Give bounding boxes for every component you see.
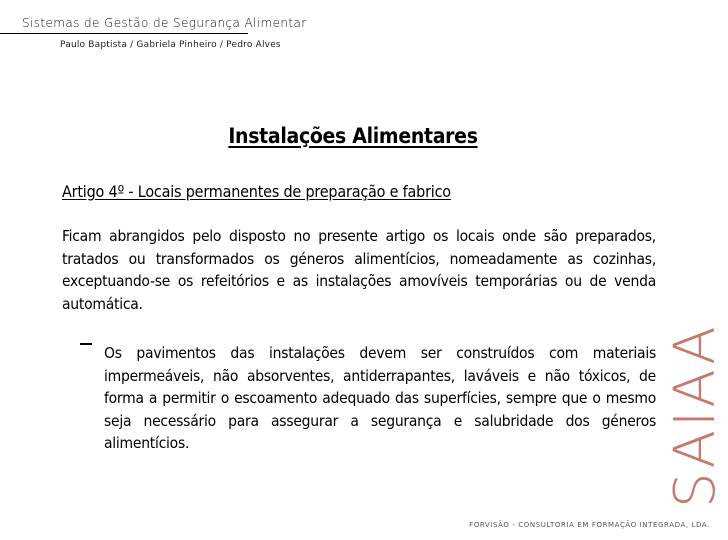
header-divider [0, 33, 248, 34]
bullet-dash-icon [80, 343, 92, 345]
page-title: Instalações Alimentares [228, 124, 478, 148]
bullet-item: Os pavimentos das instalações devem ser construídos com materiais impermeáveis, não absorventes, antiderrapantes, laváveis e não tóxicos, de forma a permitir o escoamento adequado das superfícies, sempre que o mesmo seja necessário para assegurar a segurança e salubridade dos géneros alimentícios. [104, 344, 656, 452]
side-logo: SAIAA [663, 323, 728, 508]
article-paragraph: Ficam abrangidos pelo disposto no presente artigo os locais onde são preparados, tratados ou transformados os géneros alimentícios, nomeadamente as cozinhas, exceptuando-se os refeitórios e as instalações amovíveis temporárias ou de venda automática. [62, 227, 656, 313]
footer-text: FORVISÃO - CONSULTORIA EM FORMAÇÃO INTEGRADA, LDA. [469, 521, 710, 529]
header-title: Sistemas de Gestão de Segurança Alimentar [22, 16, 307, 30]
article-heading: Artigo 4º - Locais permanentes de preparação e fabrico [62, 182, 451, 201]
header-authors: Paulo Baptista / Gabriela Pinheiro / Pedro Alves [60, 40, 281, 50]
